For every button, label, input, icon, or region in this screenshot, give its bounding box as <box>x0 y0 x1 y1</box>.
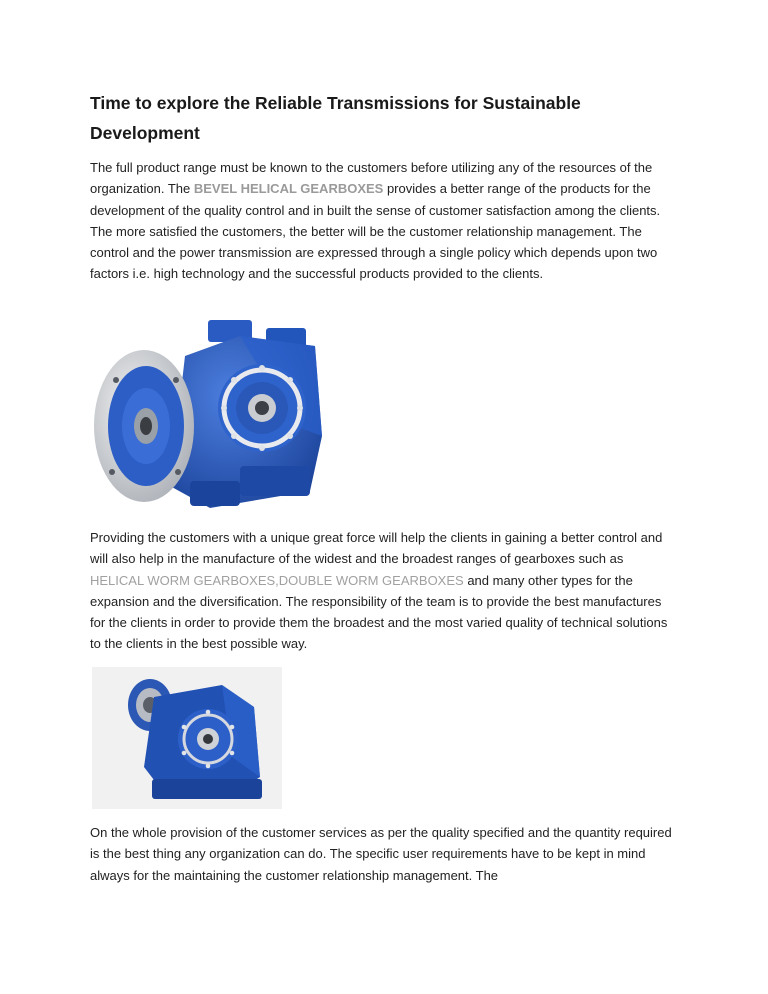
page-title: Time to explore the Reliable Transmissions for Sustainable Development <box>90 93 581 143</box>
worm-gearboxes-link[interactable]: HELICAL WORM GEARBOXES,DOUBLE WORM GEARBOXES <box>90 572 464 588</box>
bevel-helical-gearboxes-link[interactable]: BEVEL HELICAL GEARBOXES <box>193 181 384 197</box>
paragraph-2-text-before: Providing the customers with a unique great force will help the clients in gaining a better control and will also help in the manufacture of the widest and the broadest ranges of gearboxes such as <box>90 530 663 567</box>
paragraph-3: On the whole provision of the customer services as per the quality specified and the quantity required is the best thing any organization can do. The specific user requirements have to be kept in mind always for the maintaining the customer relationship management. The <box>90 825 672 883</box>
worm-gearbox-image-1 <box>90 316 330 512</box>
paragraph-2 <box>90 527 680 655</box>
worm-gearbox-image-2 <box>92 667 282 809</box>
paragraph-1 <box>90 157 680 285</box>
paragraph-2-text-after: and many other types for the expansion and the diversification. The responsibility of the team is to provide the best manufactures for the clients in order to provide them the broadest and the most varied quality of technical solutions to the clients in the best possible way. <box>90 572 668 652</box>
paragraph-1-text-before: The full product range must be known to the customers before utilizing any of the resources of the organization. The <box>90 160 653 197</box>
paragraph-1-text-after: provides a better range of the products for the development of the quality control and in built the sense of customer satisfaction among the clients. The more satisfied the customers, the better will be the customer relationship management. The control and the power transmission are expressed through a single policy which depends upon two factors i.e. high technology and the successful products provided to the clients. <box>90 181 661 282</box>
